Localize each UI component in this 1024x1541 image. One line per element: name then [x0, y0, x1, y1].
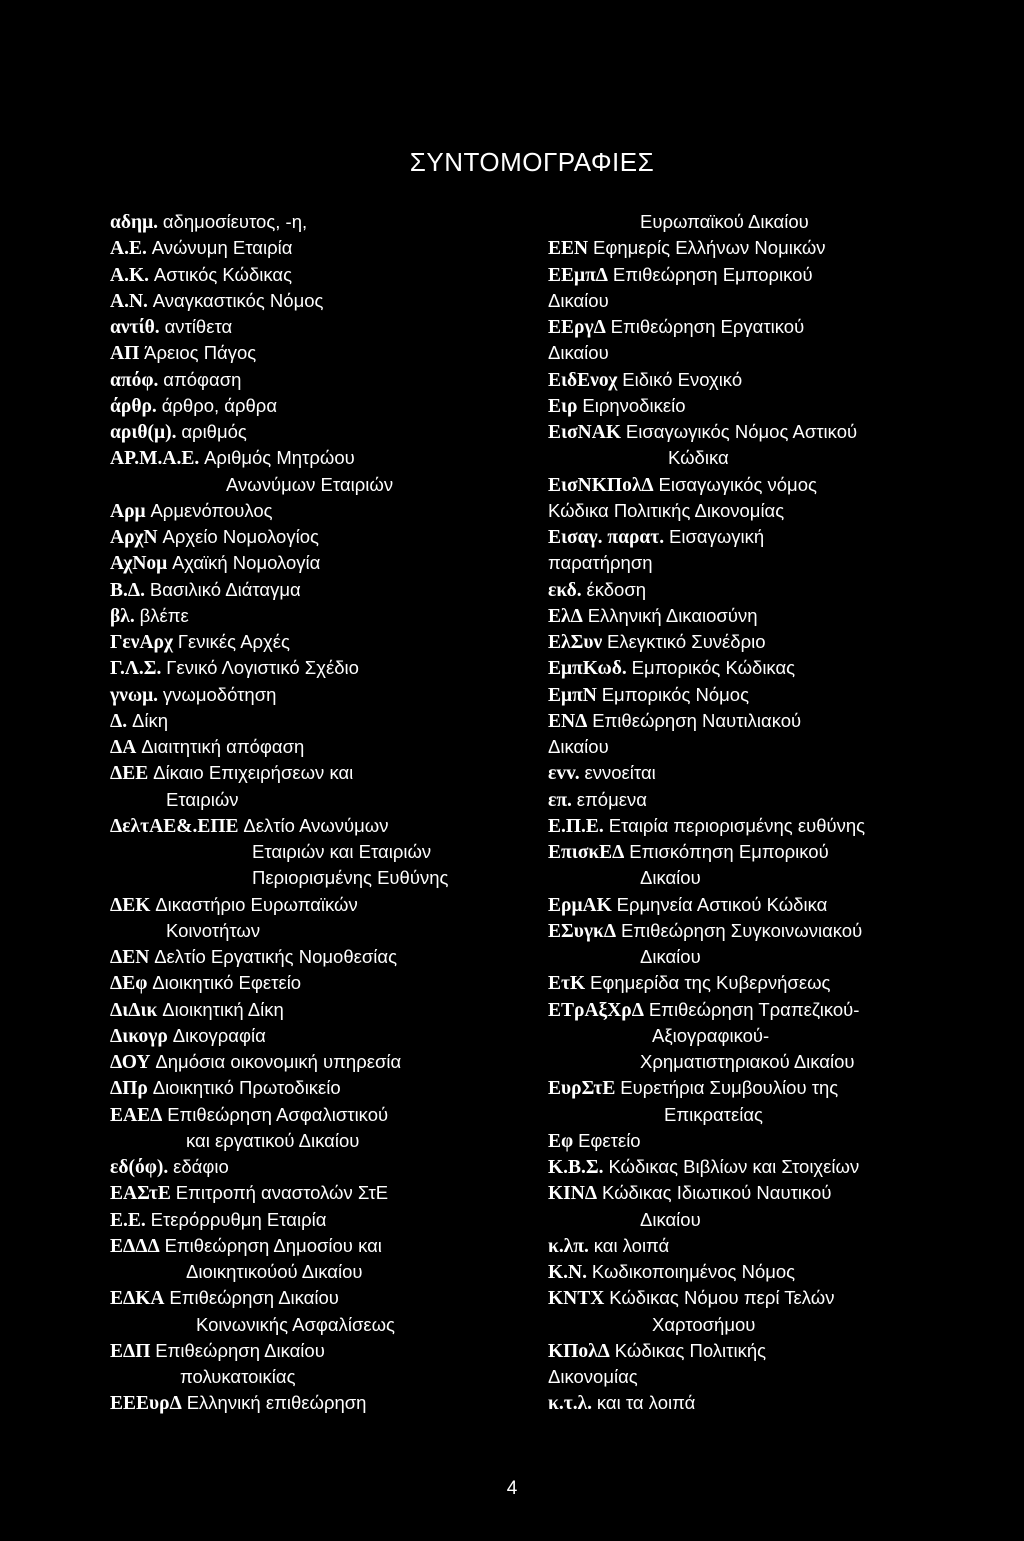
abbreviation-meaning: Αριθμός Μητρώου — [204, 447, 355, 469]
abbreviation-meaning: Κωδικοποιημένος Νόμος — [591, 1261, 796, 1282]
abbreviation: ΔΟΥ — [110, 1052, 151, 1073]
abbreviation: ΕρμΑΚ — [548, 894, 612, 916]
abbreviation: βλ. — [110, 605, 135, 627]
entry-continuation — [548, 1312, 988, 1338]
entry-continuation — [110, 865, 530, 891]
abbreviation: κ.τ.λ. — [548, 1393, 593, 1415]
abbreviation-meaning: Αχαϊκή Νομολογία — [172, 552, 321, 574]
abbreviation-entry — [110, 1075, 530, 1101]
abbreviation-meaning: Δελτίο Ανωνύμων — [243, 814, 389, 836]
abbreviation-entry — [548, 577, 988, 603]
abbreviation-entry — [548, 655, 988, 681]
abbreviation: Ε.Ε. — [110, 1209, 146, 1231]
abbreviation-meaning: Επιθεώρηση Δημοσίου και — [164, 1234, 382, 1256]
entry-continuation — [110, 1259, 530, 1285]
abbreviation-meaning: Ειρηνοδικείο — [582, 394, 686, 416]
abbreviation-meaning: επόμενα — [576, 788, 647, 810]
abbreviation-entry — [110, 1390, 530, 1416]
abbreviation-meaning: Επιθεώρηση Δικαίου — [169, 1287, 339, 1309]
entry-continuation — [548, 498, 988, 524]
abbreviation-entry — [548, 314, 988, 340]
abbreviation: ΕΑΕΔ — [110, 1104, 163, 1126]
abbreviation-entry — [110, 1023, 530, 1049]
abbreviation-entry — [110, 1180, 530, 1206]
abbreviation-entry — [110, 577, 530, 603]
abbreviation-meaning: Γενικές Αρχές — [177, 631, 290, 652]
abbreviation: γνωμ. — [110, 684, 159, 706]
abbreviation-entry — [110, 603, 530, 629]
abbreviation: ΕλΔ — [548, 605, 583, 627]
abbreviation: ΚΝΤΧ — [548, 1288, 605, 1310]
entry-continuation — [110, 839, 530, 865]
entry-continuation-text: Κοινοτήτων — [166, 919, 261, 941]
entry-continuation — [548, 288, 988, 314]
abbreviation-entry — [110, 1049, 530, 1075]
abbreviation: ΕτΚ — [548, 973, 586, 995]
abbreviation-entry — [548, 682, 988, 708]
abbreviation-meaning: Δίκαιο Επιχειρήσεων και — [153, 762, 354, 784]
abbreviation-meaning: Εμπορικός Κώδικας — [631, 657, 796, 679]
abbreviation-entry — [548, 839, 988, 865]
abbreviation: Α.Ν. — [110, 290, 148, 312]
abbreviation: ΕΝΔ — [548, 710, 588, 732]
abbreviation: ΔΑ — [110, 737, 137, 758]
abbreviation-entry — [548, 1285, 988, 1311]
abbreviation: Β.Δ. — [110, 579, 145, 601]
entry-continuation-text: Ανωνύμων Εταιριών — [226, 473, 394, 495]
abbreviation-entry — [548, 472, 988, 498]
abbreviation-meaning: Εταιρία περιορισμένης ευθύνης — [608, 814, 866, 836]
abbreviation-meaning: Ερμηνεία Αστικού Κώδικα — [616, 893, 828, 915]
abbreviation-entry — [548, 1338, 988, 1364]
abbreviation-meaning: Εμπορικός Νόμος — [601, 683, 750, 705]
abbreviation: ΕΔΔΔ — [110, 1235, 160, 1257]
entry-continuation-text: Εταιριών και Εταιριών — [252, 841, 432, 862]
abbreviation: Αρμ — [110, 500, 146, 522]
abbreviation-entry — [548, 524, 988, 550]
abbreviation: εκδ. — [548, 579, 582, 601]
entry-continuation-text: Αξιογραφικού- — [652, 1024, 770, 1046]
entry-continuation — [548, 1102, 988, 1128]
abbreviation-entry — [110, 944, 530, 970]
abbreviation-meaning: Ετερόρρυθμη Εταιρία — [150, 1208, 327, 1230]
abbreviation: ΕΔΠ — [110, 1340, 151, 1362]
abbreviation: ΕισΝΑΚ — [548, 422, 621, 443]
abbreviation-entry — [110, 367, 530, 393]
abbreviation-meaning: Δικαστήριο Ευρωπαϊκών — [155, 893, 358, 915]
abbreviation-entry — [110, 445, 530, 471]
abbreviation-meaning: και λοιπά — [593, 1234, 670, 1256]
entry-continuation — [548, 445, 988, 471]
entry-continuation — [110, 787, 530, 813]
abbreviation-entry — [110, 655, 530, 681]
abbreviation: ΓενΑρχ — [110, 632, 173, 653]
abbreviation: ΕισΝΚΠολΔ — [548, 474, 654, 496]
abbreviation-entry — [110, 734, 530, 760]
abbreviation-meaning: Επιθεώρηση Εργατικού — [610, 316, 805, 337]
entry-continuation-text: Δικαίου — [640, 946, 701, 967]
entry-continuation-text: Εταιριών — [166, 788, 239, 810]
abbreviation-entry — [548, 235, 988, 261]
abbreviation-entry — [548, 419, 988, 445]
abbreviation-meaning: Επιθεώρηση Συγκοινωνιακού — [620, 919, 863, 941]
entry-continuation-text: Δικαίου — [640, 1208, 701, 1230]
abbreviation-entry — [110, 970, 530, 996]
abbreviation: απόφ. — [110, 369, 159, 391]
entry-continuation — [548, 209, 988, 235]
abbreviation-meaning: Διοικητικό Εφετείο — [152, 972, 302, 994]
abbreviation-meaning: Εισαγωγικός Νόμος Αστικού — [625, 421, 858, 442]
abbreviation-meaning: Διοικητική Δίκη — [162, 998, 284, 1020]
abbreviation-entry — [548, 1233, 988, 1259]
abbreviation-meaning: Εφετείο — [578, 1129, 641, 1151]
abbreviation: Δ. — [110, 710, 128, 732]
entry-continuation — [110, 1128, 530, 1154]
abbreviation: ΕΤρΑξΧρΔ — [548, 999, 644, 1021]
abbreviation: ΕΣυγκΔ — [548, 920, 617, 942]
entry-continuation-text: Δικαίου — [548, 736, 609, 757]
abbreviation-entry — [110, 550, 530, 576]
abbreviation-meaning: απόφαση — [163, 368, 242, 390]
abbreviation: ΔΕφ — [110, 973, 148, 995]
abbreviation-entry — [110, 419, 530, 445]
abbreviation: ΔιΔικ — [110, 999, 158, 1021]
abbreviation-entry — [110, 760, 530, 786]
entry-continuation-text: Ευρωπαϊκού Δικαίου — [640, 211, 809, 232]
abbreviation-entry — [548, 1390, 988, 1416]
entry-continuation-text: Κώδικα Πολιτικής Δικονομίας — [548, 499, 785, 521]
abbreviation-entry — [548, 1180, 988, 1206]
abbreviation: ΚΙΝΔ — [548, 1183, 598, 1205]
entry-continuation-text: Περιορισμένης Ευθύνης — [252, 867, 449, 889]
entry-continuation-text: Δικαίου — [548, 289, 609, 311]
abbreviation-meaning: Αρχείο Νομολογίος — [162, 526, 319, 547]
abbreviation: Α.Κ. — [110, 264, 149, 286]
abbreviation: Ε.Π.Ε. — [548, 815, 604, 837]
entry-continuation-text: Δικαίου — [548, 342, 609, 364]
abbreviation-meaning: Κώδικας Ιδιωτικού Ναυτικού — [601, 1182, 832, 1204]
abbreviation-meaning: Εισαγωγική — [669, 526, 765, 547]
abbreviation-entry — [548, 970, 988, 996]
entry-continuation — [548, 550, 988, 576]
abbreviation-meaning: γνωμοδότηση — [162, 683, 277, 705]
abbreviation-entry — [548, 393, 988, 419]
abbreviation-meaning: Επιθεώρηση Ασφαλιστικού — [167, 1103, 389, 1125]
abbreviation-entry — [110, 262, 530, 288]
abbreviation-meaning: Ευρετήρια Συμβουλίου της — [620, 1077, 839, 1099]
abbreviation-meaning: έκδοση — [586, 578, 647, 600]
abbreviation-entry — [110, 708, 530, 734]
abbreviation-meaning: Επιθεώρηση Εμπορικού — [612, 263, 813, 285]
abbreviation-meaning: αδημοσίευτος, -η, — [162, 211, 308, 232]
entry-continuation-text: Κοινωνικής Ασφαλίσεως — [196, 1313, 395, 1335]
abbreviation-meaning: Επιθεώρηση Τραπεζικού- — [648, 998, 860, 1020]
abbreviation-entry — [110, 892, 530, 918]
abbreviation-meaning: Ειδικό Ενοχικό — [622, 368, 743, 390]
abbreviation-entry — [548, 997, 988, 1023]
abbreviation-meaning: Αρμενόπουλος — [150, 499, 273, 521]
abbreviation-entry — [548, 1154, 988, 1180]
abbreviation-meaning: Αστικός Κώδικας — [153, 263, 293, 285]
abbreviation-entry — [548, 1075, 988, 1101]
abbreviation: ΚΠολΔ — [548, 1340, 610, 1362]
abbreviation-entry — [548, 813, 988, 839]
abbreviation: Εφ — [548, 1130, 574, 1152]
abbreviation-entry — [548, 1128, 988, 1154]
abbreviation: άρθρ. — [110, 395, 157, 417]
abbreviation-entry — [548, 629, 988, 655]
abbreviation-entry — [548, 1259, 988, 1285]
abbreviation-entry — [110, 1233, 530, 1259]
abbreviation: Ειρ — [548, 395, 578, 417]
abbreviation-entry — [110, 209, 530, 235]
entry-continuation-text: Κώδικα — [668, 447, 729, 469]
abbreviation-entry — [548, 367, 988, 393]
abbreviation-meaning: Δίκη — [131, 709, 168, 731]
abbreviation-meaning: Αναγκαστικός Νόμος — [152, 289, 324, 311]
abbreviation-meaning: Εφημερίς Ελλήνων Νομικών — [592, 237, 826, 259]
abbreviation-entry — [548, 262, 988, 288]
abbreviation: ΔΠρ — [110, 1078, 148, 1100]
entry-continuation-text: Δικονομίας — [548, 1366, 638, 1387]
entry-continuation — [110, 1364, 530, 1390]
abbreviation: ΕμπΚωδ. — [548, 658, 627, 680]
entry-continuation — [548, 1364, 988, 1390]
abbreviation: Δικογρ — [110, 1025, 168, 1047]
abbreviation: ΑχΝομ — [110, 553, 168, 575]
abbreviation-entry — [110, 629, 530, 655]
abbreviation-meaning: Ελεγκτικό Συνέδριο — [607, 631, 766, 652]
abbreviation: ΕΕμπΔ — [548, 264, 608, 286]
entry-continuation-text: Διοικητικούού Δικαίου — [186, 1261, 363, 1282]
abbreviation-entry — [110, 498, 530, 524]
abbreviation-entry — [110, 813, 530, 839]
abbreviation-meaning: Κώδικας Βιβλίων και Στοιχείων — [608, 1156, 860, 1177]
abbreviation-entry — [548, 918, 988, 944]
entry-continuation-text: παρατήρηση — [548, 552, 653, 574]
entry-continuation-text: και εργατικού Δικαίου — [186, 1129, 360, 1151]
entry-continuation — [548, 1049, 988, 1075]
abbreviation: ΕΕΕυρΔ — [110, 1393, 182, 1415]
abbreviation-meaning: Επιθεώρηση Ναυτιλιακού — [592, 709, 802, 731]
abbreviation-meaning: βλέπε — [139, 604, 189, 626]
abbreviation: ΕΕΝ — [548, 238, 589, 260]
abbreviation-meaning: Ανώνυμη Εταιρία — [151, 237, 293, 259]
abbreviation-meaning: Βασιλικό Διάταγμα — [149, 578, 301, 600]
abbreviation: ΑρχΝ — [110, 527, 158, 548]
entry-continuation — [548, 944, 988, 970]
entry-continuation-text: πολυκατοικίας — [180, 1366, 296, 1387]
abbreviation-meaning: Επιθεώρηση Δικαίου — [155, 1339, 325, 1361]
abbreviation-entry — [110, 314, 530, 340]
abbreviation-meaning: Γενικό Λογιστικό Σχέδιο — [166, 657, 359, 679]
abbreviation-entry — [110, 340, 530, 366]
abbreviation: ΕπισκΕΔ — [548, 842, 625, 863]
abbreviation-entry — [110, 288, 530, 314]
abbreviation-entry — [548, 708, 988, 734]
abbreviation: ΔελτΑΕ&.ΕΠΕ — [110, 815, 239, 837]
abbreviation: Γ.Λ.Σ. — [110, 658, 162, 680]
abbreviation: εδ(όφ). — [110, 1157, 169, 1178]
abbreviation: εvv. — [548, 763, 580, 785]
right-abbreviation-column — [548, 209, 988, 1417]
abbreviation: Εισαγ. παρατ. — [548, 527, 665, 548]
abbreviation-entry — [110, 524, 530, 550]
abbreviation: ΕλΣυν — [548, 632, 603, 653]
abbreviation-entry — [548, 760, 988, 786]
abbreviation: αδημ. — [110, 212, 159, 233]
page-number: 4 — [506, 1478, 518, 1499]
abbreviation-entry — [548, 603, 988, 629]
abbreviation-meaning: Ελληνική επιθεώρηση — [186, 1392, 367, 1414]
entry-continuation — [548, 340, 988, 366]
abbreviation: ΔΕΚ — [110, 894, 151, 916]
entry-continuation-text: Επικρατείας — [664, 1103, 763, 1125]
abbreviation-meaning: αριθμός — [181, 421, 247, 442]
abbreviation-entry — [110, 1102, 530, 1128]
abbreviation: Κ.Ν. — [548, 1262, 587, 1283]
abbreviation-meaning: Διοικητικό Πρωτοδικείο — [152, 1077, 341, 1099]
abbreviation-entry — [110, 1338, 530, 1364]
abbreviation-meaning: Δελτίο Εργατικής Νομοθεσίας — [154, 946, 397, 967]
page-title: ΣΥΝΤΟΜΟΓΡΑΦΙΕΣ — [409, 147, 655, 177]
abbreviation-meaning: Ελληνική Δικαιοσύνη — [587, 604, 758, 626]
abbreviation-meaning: Διαιτητική απόφαση — [141, 736, 305, 757]
abbreviation: ΔΕΝ — [110, 947, 150, 968]
abbreviation-meaning: Δικογραφία — [172, 1024, 266, 1046]
abbreviation-meaning: αντίθετα — [164, 316, 233, 337]
abbreviation: ΑΡ.Μ.Α.Ε. — [110, 448, 200, 470]
abbreviation: ΕμπΝ — [548, 684, 597, 706]
entry-continuation — [548, 734, 988, 760]
abbreviation-meaning: Επισκόπηση Εμπορικού — [629, 841, 829, 862]
entry-continuation — [548, 865, 988, 891]
abbreviation: ΔΕΕ — [110, 763, 149, 785]
entry-continuation-text: Χαρτοσήμου — [652, 1313, 756, 1335]
entry-continuation — [110, 472, 530, 498]
entry-continuation — [110, 918, 530, 944]
entry-continuation — [110, 1312, 530, 1338]
abbreviation: επ. — [548, 789, 572, 811]
abbreviation-meaning: άρθρο, άρθρα — [161, 394, 278, 416]
abbreviation-meaning: εννοείται — [584, 762, 656, 784]
abbreviation-meaning: εδάφιο — [173, 1156, 229, 1177]
abbreviation-entry — [110, 1154, 530, 1180]
abbreviation: ΕιδΕνοχ — [548, 369, 618, 391]
entry-continuation-text: Χρηματιστηριακού Δικαίου — [640, 1051, 855, 1072]
abbreviation-meaning: Δημόσια οικονομική υπηρεσία — [155, 1051, 402, 1072]
entry-continuation — [548, 1207, 988, 1233]
left-abbreviation-column — [110, 209, 530, 1417]
abbreviation: Α.Ε. — [110, 238, 147, 260]
abbreviation: ΑΠ — [110, 343, 140, 365]
abbreviation-entry — [110, 1207, 530, 1233]
entry-continuation-text: Δικαίου — [640, 867, 701, 889]
abbreviation-entry — [548, 787, 988, 813]
abbreviation-entry — [110, 393, 530, 419]
abbreviation: αντίθ. — [110, 317, 160, 338]
abbreviation: Κ.Β.Σ. — [548, 1157, 604, 1178]
abbreviation-meaning: Εφημερίδα της Κυβερνήσεως — [590, 972, 831, 994]
abbreviation-entry — [110, 1285, 530, 1311]
entry-continuation — [548, 1023, 988, 1049]
abbreviation-meaning: Κώδικας Πολιτικής — [614, 1339, 767, 1361]
abbreviation-meaning: Εισαγωγικός νόμος — [658, 473, 817, 495]
abbreviation: κ.λπ. — [548, 1235, 589, 1257]
abbreviation-entry — [110, 235, 530, 261]
abbreviation-meaning: Κώδικας Νόμου περί Τελών — [609, 1287, 835, 1309]
abbreviation-entry — [548, 892, 988, 918]
abbreviation-meaning: Επιτροπή αναστολών ΣτΕ — [175, 1182, 389, 1204]
abbreviation: αριθ(μ). — [110, 422, 177, 443]
abbreviation-entry — [110, 997, 530, 1023]
abbreviation: ΕΔΚΑ — [110, 1288, 165, 1310]
abbreviation: ΕΑΣτΕ — [110, 1183, 171, 1205]
abbreviation: ΕυρΣτΕ — [548, 1078, 616, 1100]
abbreviation-meaning: και τα λοιπά — [596, 1392, 696, 1414]
abbreviation-entry — [110, 682, 530, 708]
abbreviation: ΕΕργΔ — [548, 317, 606, 338]
abbreviation-meaning: Άρειος Πάγος — [144, 342, 257, 364]
